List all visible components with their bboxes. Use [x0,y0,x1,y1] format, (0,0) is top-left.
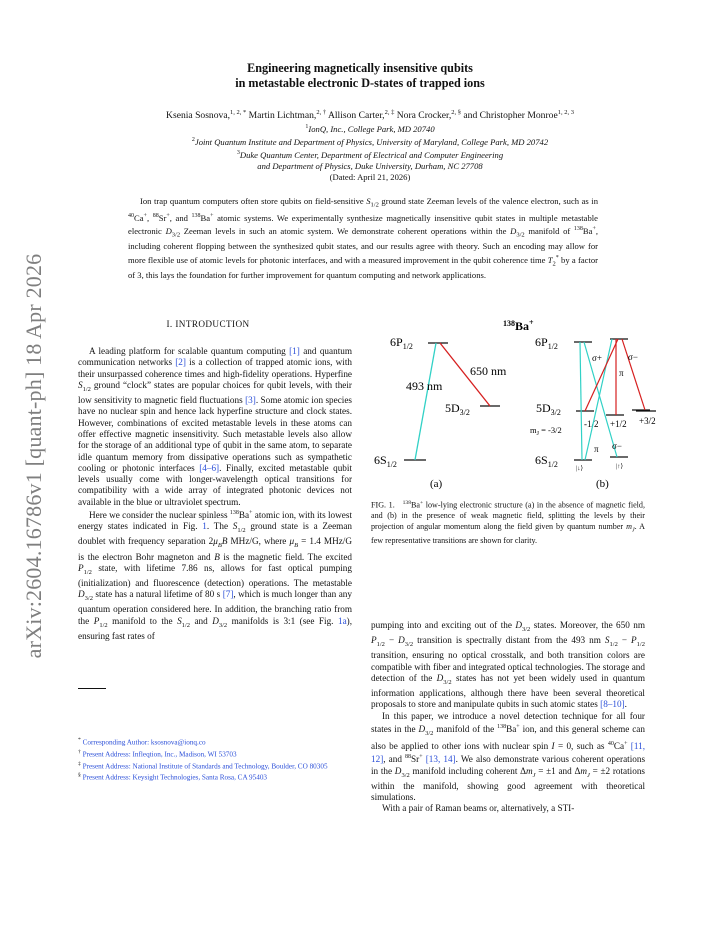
red-sigma-plus [585,339,618,411]
paragraph: A leading platform for scalable quantum computing [1] and quantum communication networks [2] is a collection of trapped atomic ions, with their unsurpassed coherence times and high-fidelity operations. Hyperfine $S_{1/2}$ ground “clock” states are popular choices for qubit levels, with their low sensitivity to magnetic field fluctuations [3]. Some atomic ion species have no nuclear spin and hence lack hyperfine structure and clock states. However, combinations of excited metastable levels in these atoms can offer effective magnetic insensitivity. Such metastable levels also allow for the storage of an additional type of qubit in the same atom, to separate idle quantum memory from dissipative operations such as sympathetic cooling or photonic interfaces [4–6]. Finally, excited metastable qubit levels usually come with longer-wavelength optical transitions for compatibility with a wide array of integrated photonic devices not available in the blue or ultraviolet spectrum. [78,346,352,507]
mj-minus-half: -1/2 [584,419,599,429]
arxiv-stamp [14,176,54,736]
cyan-pi-transition [580,342,582,460]
ket-down: |↓⟩ [576,465,584,472]
affiliation-1: $^1$IonQ, Inc., College Park, MD 20740 [305,123,435,134]
paragraph: With a pair of Raman beams or, alternatively, a STI- [382,803,575,814]
mj-label: $m_J = -3/2$ [530,425,562,437]
footnote: † Present Address: Infleqtion, Inc., Madison, WI 53703 [78,748,237,759]
footnote: ‡ Present Address: National Institute of Standards and Technology, Boulder, CO 80305 [78,760,328,770]
author-name: and Christopher Monroe [463,110,558,122]
footnote: * Corresponding Author: ksosnova@ionq.co [78,737,206,747]
title-line-1: Engineering magnetically insensitive qubits [247,61,473,75]
figure-1 [360,310,660,492]
date-line: (Dated: April 21, 2026) [329,172,411,183]
label-p-b: $6P_{1/2}$ [535,335,558,351]
section-heading: I. INTRODUCTION [166,319,250,329]
author-name: Martin Lichtman, [248,110,317,122]
footnotes [78,736,352,783]
intro-right-column [371,620,645,815]
label-pi-cyan: π [594,444,599,454]
panel-a-label: (a) [430,478,443,490]
author-sup: 1, 2, 3 [557,109,574,116]
label-s-a: $6S_{1/2}$ [374,453,397,469]
footnote: § Present Address: Keysight Technologies, Santa Rosa, CA 95403 [78,772,268,782]
author-name: Ksenia Sosnova, [166,110,230,122]
abstract: Ion trap quantum computers often store qubits on field-sensitive $S_{1/2}$ ground state Zeeman levels of the valence electron, such as in $^{40}$Ca+, $^{88}$Sr+, and $^{138}$Ba+ atomic systems. We experimentally synthesize magnetically insensitive qubit states in multiple metastable electronic $D_{3/2}$ Zeeman levels in such an atomic system. We demonstrate coherent operations within the $D_{3/2}$ manifold of $^{138}$Ba+, including coherent flopping between the synthesized qubit states, and our results agree with theory. Such an encoding may allow for more flexible use of atomic levels for photonic interfaces, and with a measured improvement in the qubit coherence time $T_2^*$ by a factor of 3, this lays the foundation for further improvement for quantum computing and network applications. [128,196,599,280]
mj-plus-3half: +3/2 [639,416,656,426]
title-line-2: in metastable electronic D-states of trapped ions [235,76,485,90]
paragraph: Here we consider the nuclear spinless $^{138}$Ba+ atomic ion, with its lowest energy states indicated in Fig. 1. The $S_{1/2}$ ground state is a Zeeman doublet with frequency separation $2\mu_BB$ MHz/G, where $\mu_B = 1.4$ MHz/G is the electron Bohr magneton and B is the magnetic field. The excited $P_{1/2}$ state, with lifetime 7.86 ns, allows for fast optical pumping (initialization) and fluorescence (detection) operations. The metastable $D_{3/2}$ state has a natural lifetime of 80 s [7], which is much longer than any quantum operation considered here. In addition, the branching ratio from the $P_{1/2}$ manifold to the $S_{1/2}$ and $D_{3/2}$ manifolds is 3:1 (see Fig. 1a), ensuring fast rates of [78,509,352,641]
red-sigma-minus [622,339,645,410]
label-650: 650 nm [470,364,507,378]
ket-up: |↑⟩ [616,463,624,470]
energy-level-diagram [360,310,660,492]
author-sup: 1, 2, * [229,109,247,116]
transition-493 [415,343,436,460]
figure-caption: FIG. 1. $^{138}$Ba+ low-lying electronic structure (a) in the absence of magnetic field, and (b) in the presence of weak magnetic field, splitting the levels by their projection of angular momentum along the field given by quantum number $m_J$. A few representative transitions are shown for clarity. [371,500,645,545]
author-list [60,107,680,122]
affiliations [60,122,680,184]
label-493: 493 nm [406,379,443,393]
label-sigma-plus: σ+ [592,353,602,363]
paper-title [60,61,660,91]
label-s-b: $6S_{1/2}$ [535,453,558,469]
author-sup: 2, § [451,109,461,116]
label-pi-red: π [619,368,624,378]
species-label: $^{138}$Ba+ [503,318,534,333]
affiliation-3: $^3$Duke Quantum Center, Department of Electrical and Computer Engineering [236,149,504,160]
label-sigma-cyan: σ− [612,441,622,451]
author-name: Nora Crocker, [396,110,452,122]
label-d-a: $5D_{3/2}$ [445,401,470,417]
panel-b-label: (b) [596,478,609,490]
label-d-b: $5D_{3/2}$ [536,401,561,417]
intro-left-column [78,346,352,642]
paragraph: pumping into and exciting out of the $D_{3/2}$ states. Moreover, the 650 nm $P_{1/2} - D_{3/2}$ transition is spectrally distant from the 493 nm $S_{1/2} - P_{1/2}$ transition, ensuring no optical crosstalk, and both transition colors are compatible with fiber and integrated optical technologies. The storage and detection of the $D_{3/2}$ states has not yet been widely used in quantum information applications, although there have been several theoretical proposals to store and manipulate qubits in such atomic states [8–10]. [371,620,645,710]
author-sup: 2, † [316,109,327,116]
author-name: Allison Carter, [327,110,385,122]
footnote-rule [78,688,106,689]
mj-plus-half: +1/2 [610,419,627,429]
paragraph: In this paper, we introduce a novel detection technique for all four states in the $D_{3/2}$ manifold of the $^{138}$Ba+ ion, and this general scheme can also be applied to other ions with nuclear spin I = 0, such as $^{40}$Ca+ [11, 12], and $^{88}$Sr+ [13, 14]. We also demonstrate various coherent operations in the $D_{3/2}$ manifold including coherent $\Delta m_J = \pm 1$ and $\Delta m_J = \pm 2$ rotations within the manifold, showing good agreement with theoretical simulations. [371,710,646,803]
affiliation-2: $^2$Joint Quantum Institute and Department of Physics, University of Maryland, College Park, MD 20742 [191,136,549,147]
affiliation-3-cont: and Department of Physics, Duke University, Durham, NC 27708 [257,161,483,172]
label-p-a: $6P_{1/2}$ [390,335,413,351]
author-sup: 2, ‡ [384,109,395,116]
label-sigma-minus: σ− [628,352,638,362]
arxiv-stamp-text: arXiv:2604.16786v1 [quant-ph] 18 Apr 2026 [21,253,46,659]
